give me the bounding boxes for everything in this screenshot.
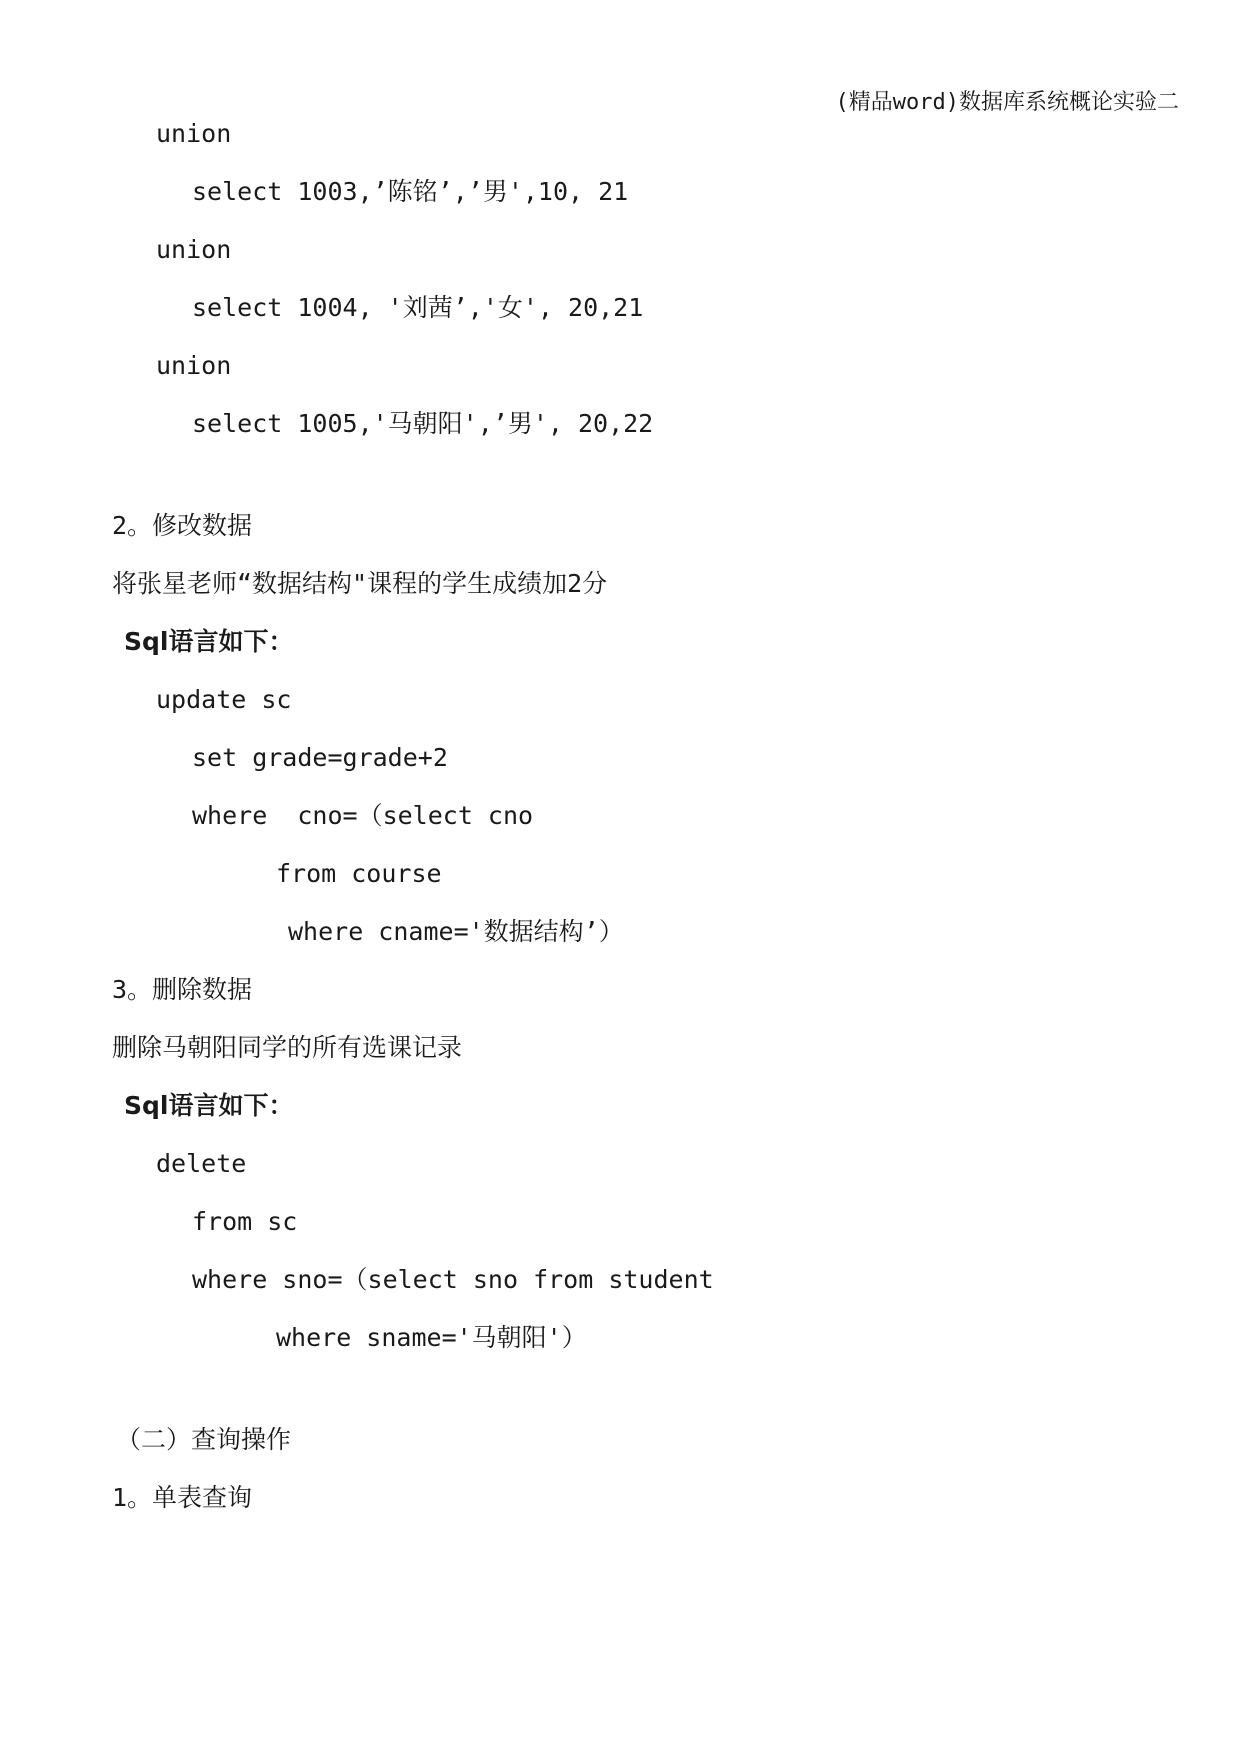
section-heading: （二）查询操作 xyxy=(116,1425,292,1454)
page-header: (精品word)数据库系统概论实验二 xyxy=(835,90,1179,115)
code-line: where sname='马朝阳'） xyxy=(276,1323,587,1352)
code-line: where cname='数据结构’） xyxy=(288,917,624,946)
section-heading: 3。删除数据 xyxy=(112,975,253,1004)
task-description: 将张星老师“数据结构"课程的学生成绩加2分 xyxy=(112,569,608,598)
code-line: select 1005,'马朝阳',’男', 20,22 xyxy=(192,409,654,438)
code-line: union xyxy=(156,351,232,380)
code-line: from sc xyxy=(192,1207,298,1236)
code-line: where cno=（select cno xyxy=(192,801,534,830)
subsection-heading: 1。单表查询 xyxy=(112,1483,253,1512)
code-line: update sc xyxy=(156,685,292,714)
code-line: delete xyxy=(156,1149,247,1178)
code-line: where sno=（select sno from student xyxy=(192,1265,714,1294)
sql-label: Sql语言如下： xyxy=(124,1091,294,1120)
code-line: select 1003,’陈铭’,’男',10, 21 xyxy=(192,177,629,206)
code-line: union xyxy=(156,235,232,264)
code-line: from course xyxy=(276,859,442,888)
code-line: set grade=grade+2 xyxy=(192,743,448,772)
code-line: select 1004, '刘茜’,'女', 20,21 xyxy=(192,293,644,322)
sql-label: Sql语言如下： xyxy=(124,627,294,656)
code-line: union xyxy=(156,119,232,148)
task-description: 删除马朝阳同学的所有选课记录 xyxy=(112,1033,463,1062)
section-heading: 2。修改数据 xyxy=(112,511,253,540)
